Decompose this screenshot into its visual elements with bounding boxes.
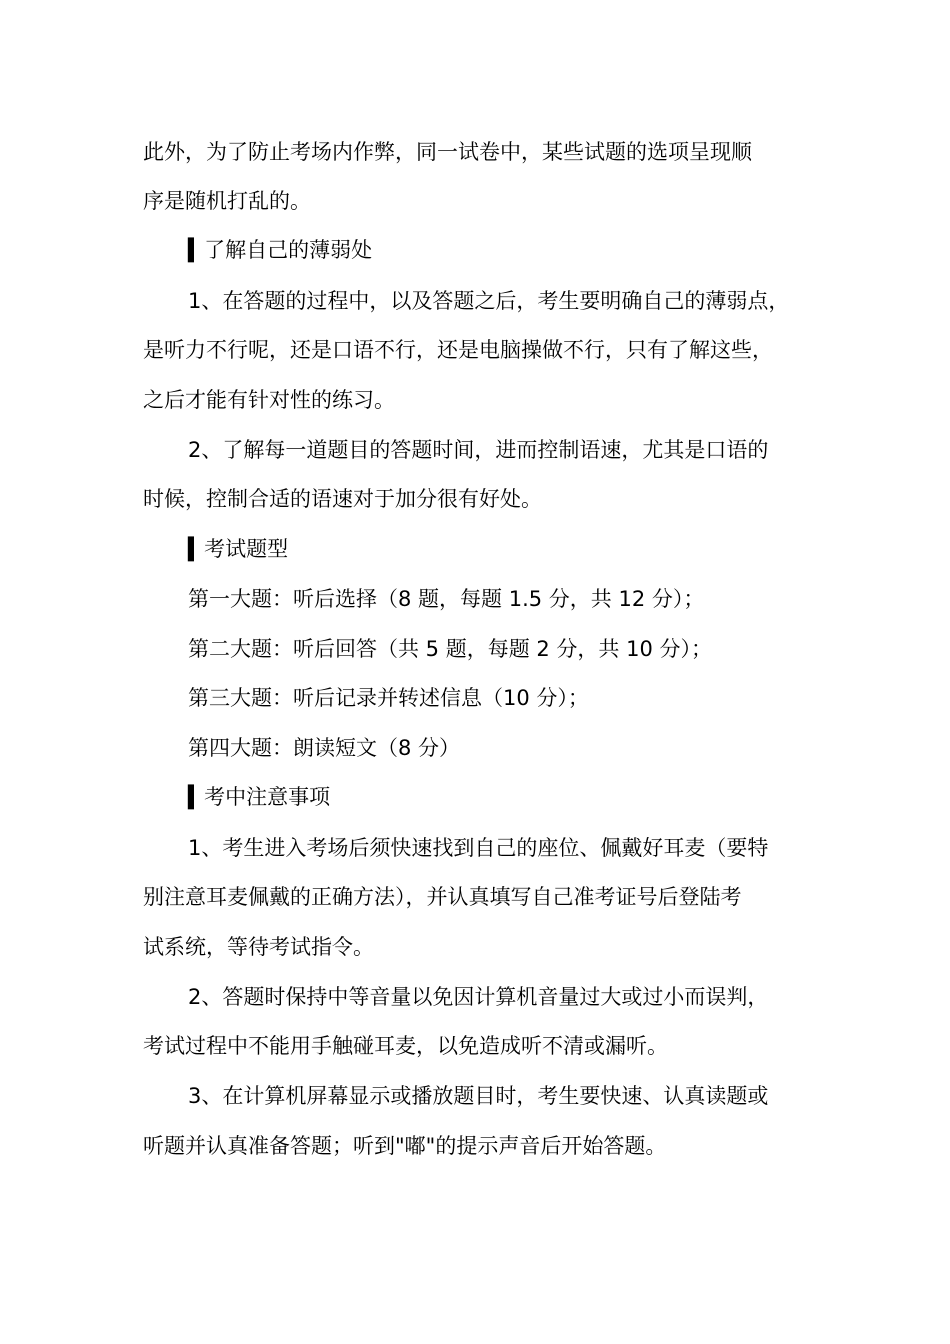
list-item: 第二大题：听后回答（共 5 题，每题 2 分，共 10 分）； xyxy=(188,637,712,661)
paragraph-line: 1、考生进入考场后须快速找到自己的座位、佩戴好耳麦（要特 xyxy=(188,836,769,860)
paragraph-line: 听题并认真准备答题；听到"嘟"的提示声音后开始答题。 xyxy=(143,1134,667,1158)
paragraph-line: 序是随机打乱的。 xyxy=(143,189,311,213)
paragraph-line: 是听力不行呢，还是口语不行，还是电脑操做不行，只有了解这些， xyxy=(143,338,773,362)
section-heading: ▍了解自己的薄弱处 xyxy=(188,238,373,262)
section-heading: ▍考中注意事项 xyxy=(188,785,331,809)
paragraph-line: 3、在计算机屏幕显示或播放题目时，考生要快速、认真读题或 xyxy=(188,1084,769,1108)
list-item: 第三大题：听后记录并转述信息（10 分）； xyxy=(188,686,589,710)
list-item: 第一大题：听后选择（8 题，每题 1.5 分，共 12 分）； xyxy=(188,587,705,611)
paragraph-line: 2、了解每一道题目的答题时间，进而控制语速，尤其是口语的 xyxy=(188,438,769,462)
paragraph-line: 1、在答题的过程中，以及答题之后，考生要明确自己的薄弱点， xyxy=(188,289,790,313)
paragraph-line: 之后才能有针对性的练习。 xyxy=(143,388,395,412)
paragraph-line: 此外，为了防止考场内作弊，同一试卷中，某些试题的选项呈现顺 xyxy=(143,140,752,164)
paragraph-line: 别注意耳麦佩戴的正确方法），并认真填写自己准考证号后登陆考 xyxy=(143,885,742,909)
paragraph-line: 试系统，等待考试指令。 xyxy=(143,935,374,959)
section-heading: ▍考试题型 xyxy=(188,537,289,561)
paragraph-line: 考试过程中不能用手触碰耳麦，以免造成听不清或漏听。 xyxy=(143,1034,668,1058)
list-item: 第四大题：朗读短文（8 分） xyxy=(188,736,461,760)
paragraph-line: 时候，控制合适的语速对于加分很有好处。 xyxy=(143,487,542,511)
paragraph-line: 2、答题时保持中等音量以免因计算机音量过大或过小而误判， xyxy=(188,985,769,1009)
